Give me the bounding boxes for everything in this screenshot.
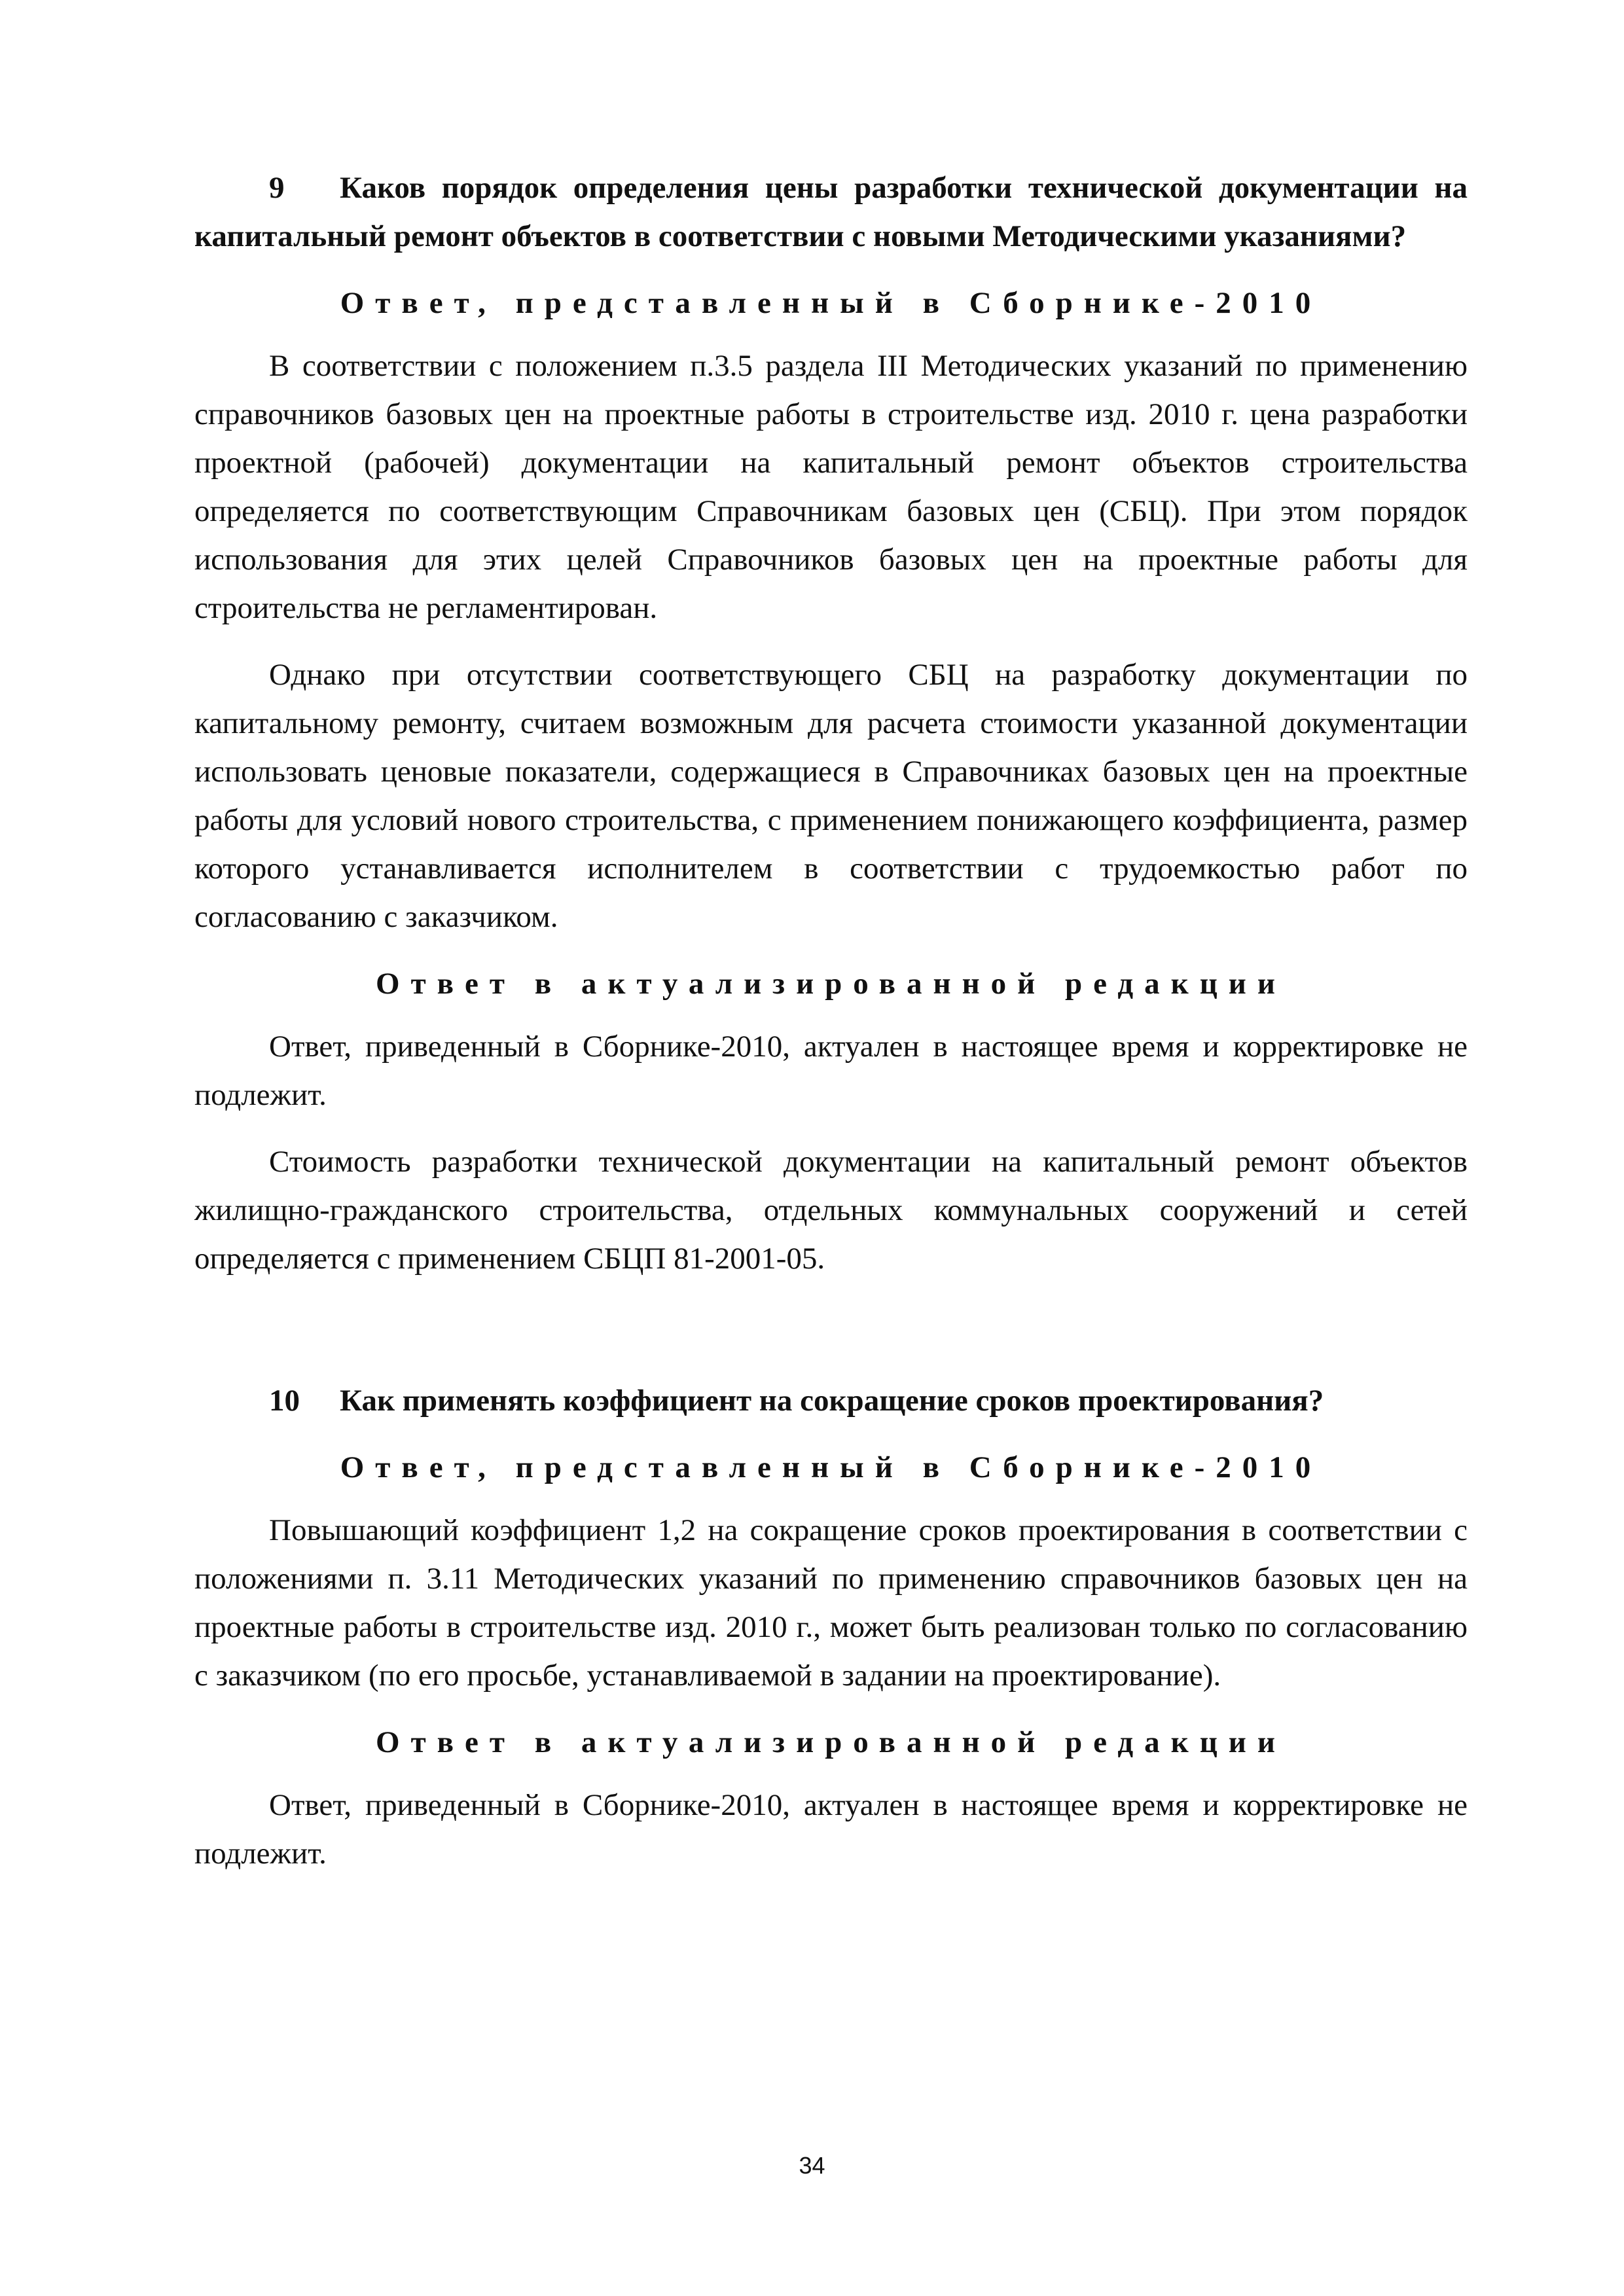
document-page xyxy=(194,164,1468,1896)
section-spacer xyxy=(194,1301,1468,1376)
question-text: Как применять коэффициент на сокращение сроков проектирования? xyxy=(340,1384,1324,1418)
question-number: 10 xyxy=(269,1384,300,1418)
answer-paragraph: В соответствии с положением п.3.5 раздела III Методических указаний по применению справочников базовых цен на проектные работы в строительстве изд. 2010 г. цена разработки проектной (рабочей) документации на капитальный ремонт объектов строительства определяется по соответствующим Справочникам базовых цен (СБЦ). При этом порядок использования для этих целей Справочников базовых цен на проектные работы для строительства не регламентирован. xyxy=(194,349,1468,625)
page-number: 34 xyxy=(799,2152,825,2179)
question-section-9 xyxy=(194,164,1468,1283)
answer-updated-heading: Ответ в актуализированной редакции xyxy=(376,967,1286,1001)
answer-paragraph: Повышающий коэффициент 1,2 на сокращение сроков проектирования в соответствии с положениями п. 3.11 Методических указаний по применению справочников базовых цен на проектные работы в строительстве изд. 2010 г., может быть реализован только по согласованию с заказчиком (по его просьбе, устанавливаемой в задании на проектирование). xyxy=(194,1513,1468,1693)
question-section-10 xyxy=(194,1376,1468,1878)
question-heading xyxy=(194,1376,1468,1425)
answer-paragraph: Стоимость разработки технической документации на капитальный ремонт объектов жилищно-гражданского строительства, отдельных коммунальных сооружений и сетей определяется с применением СБЦП 81-2001-05. xyxy=(194,1145,1468,1276)
answer-paragraph: Ответ, приведенный в Сборнике-2010, актуален в настоящее время и корректировке не подлежит. xyxy=(194,1788,1468,1871)
answer-paragraph: Ответ, приведенный в Сборнике-2010, актуален в настоящее время и корректировке не подлежит. xyxy=(194,1030,1468,1112)
answer-2010-heading: Ответ, представленный в Сборнике-2010 xyxy=(340,286,1322,320)
answer-paragraph: Однако при отсутствии соответствующего СБЦ на разработку документации по капитальному ремонту, считаем возможным для расчета стоимости указанной документации использовать ценовые показатели, содержащиеся в Справочниках базовых цен на проектные работы для условий нового строительства, с применением понижающего коэффициента, размер которого устанавливается исполнителем в соответствии с трудоемкостью работ по согласованию с заказчиком. xyxy=(194,658,1468,934)
answer-updated-heading: Ответ в актуализированной редакции xyxy=(376,1725,1286,1759)
question-number: 9 xyxy=(269,171,285,205)
question-heading xyxy=(194,164,1468,260)
answer-2010-heading: Ответ, представленный в Сборнике-2010 xyxy=(340,1450,1322,1484)
question-text: Каков порядок определения цены разработки технической документации на капитальный ремонт объектов в соответствии с новыми Методическими указаниями? xyxy=(194,171,1468,253)
